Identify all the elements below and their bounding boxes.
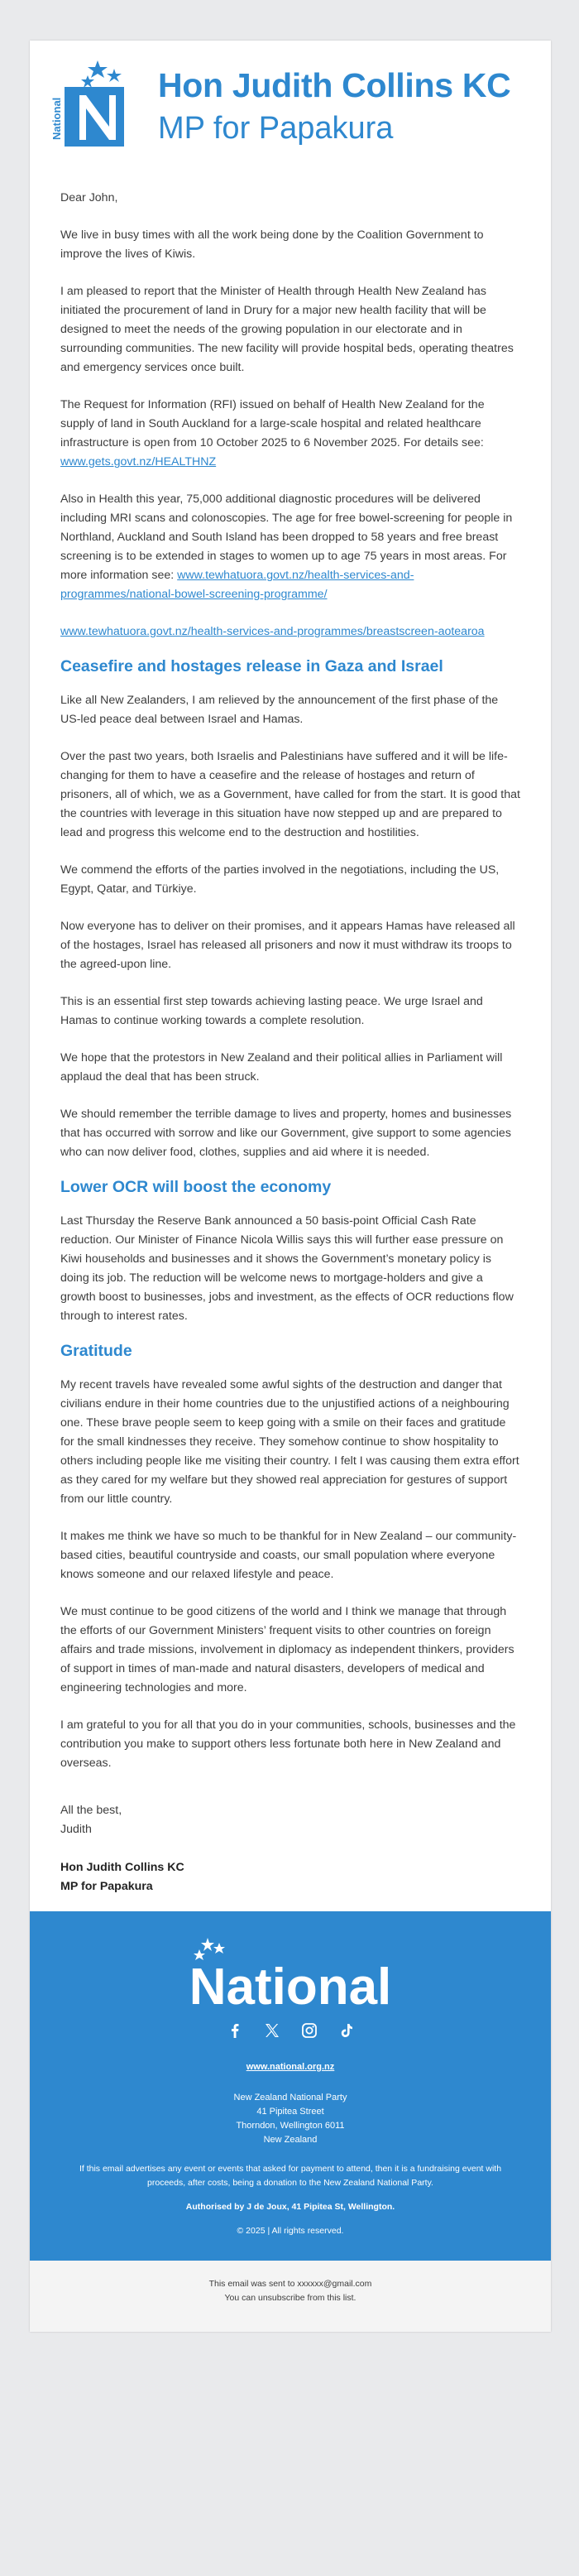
paragraph-text: Also in Health this year, 75,000 additional diagnostic procedures will be delivered including MRI scans and colonoscopies. The age for free bowel-screening for people in Northland, Auckland and South Island has been dropped to 58 years and free breast screening is to be extended in stages to women up to age 75 years in most areas. For more information see: — [60, 493, 513, 582]
website-link[interactable]: www.national.org.nz — [246, 2062, 335, 2072]
paragraph: Last Thursday the Reserve Bank announced a 50 basis-point Official Cash Rate reduction. Our Minister of Finance Nicola Willis says this will further ease pressure on Kiwi households and businesses and it shows the Government’s monetary policy is doing its job. The reduction will be welcome news to mortgage-holders and give a growth boost to businesses, jobs and investment, as the effects of OCR reductions flow through to interest rates. — [60, 1214, 514, 1323]
spacer — [60, 1896, 520, 1911]
address-line: New Zealand National Party — [233, 2093, 347, 2103]
signature-name: Hon Judith Collins KC — [60, 1861, 184, 1874]
fundraising-disclaimer: If this email advertises any event or events that asked for payment to attend, then it is a fundraising event with proceeds, after costs, being a donation to the New Zealand National Party. — [79, 2164, 502, 2188]
signature-block — [60, 1801, 520, 1896]
paragraph — [60, 490, 520, 604]
paragraph: I am pleased to report that the Minister of Health through Health New Zealand has initiated the procurement of land in Drury for a major new health facility that will be designed to meet the needs of the growing population in our electorate and in surrounding communities. The new facility will provide hospital beds, operating theatres and emergency services once built. — [60, 285, 514, 374]
national-logo-icon — [50, 54, 165, 153]
social-links — [63, 2022, 518, 2039]
bowel-screening-link[interactable]: www.tewhatuora.govt.nz/health-services-and-programmes/national-bowel-screening-programme/ — [60, 569, 414, 601]
address-line: New Zealand — [263, 2135, 318, 2145]
paragraph: This is an essential first step towards achieving lasting peace. We urge Israel and Hamas to continue working towards a complete resolution. — [60, 995, 483, 1027]
paragraph — [60, 622, 520, 642]
paragraph: Over the past two years, both Israelis and Palestinians have suffered and it will be life-changing for them to have a ceasefire and the release of hostages and return of prisoners, all of which, we as a Government, have called for from the start. It is good that the countries with leverage in this situation have now stepped up and are prepared to lead and progress this welcome end to the destruction and hostilities. — [60, 750, 520, 839]
paragraph-text: The Request for Information (RFI) issued on behalf of Health New Zealand for the supply of land in South Auckland for a large-scale hospital and related healthcare infrastructure is open from 10 October 2025 to 6 November 2025. For details see: — [60, 398, 485, 449]
sent-to-notice: This email was sent to xxxxxx@gmail.com — [208, 2279, 372, 2289]
gets-link[interactable]: www.gets.govt.nz/HEALTHNZ — [60, 455, 217, 469]
paragraph: We commend the efforts of the parties involved in the negotiations, including the US, Egypt, Qatar, and Türkiye. — [60, 863, 500, 896]
address-line: Thorndon, Wellington 6011 — [236, 2121, 345, 2131]
party-address — [63, 2091, 518, 2147]
paragraph: We must continue to be good citizens of the world and I think we manage that through the efforts of our Government Ministers’ frequent visits to other countries on foreign affairs and trade missions, involvement in diplomacy as independent thinkers, providers of support in times of man-made and natural disasters, developers of medical and engineering technologies and more. — [60, 1605, 514, 1694]
signoff-name: Judith — [60, 1823, 92, 1836]
x-icon[interactable] — [264, 2022, 280, 2039]
unsubscribe-link[interactable]: You can unsubscribe from this list. — [224, 2293, 356, 2303]
email-header — [30, 41, 551, 158]
header-name: Hon Judith Collins KC — [158, 66, 511, 104]
paragraph: It makes me think we have so much to be thankful for in New Zealand – our community- based cities, beautiful countryside and coasts, our small population where everyone knows someone and our relaxed lifestyle and peace. — [60, 1530, 517, 1581]
paragraph: We hope that the protestors in New Zealand and their political allies in Parliament will applaud the deal that has been struck. — [60, 1051, 503, 1084]
signoff: All the best, — [60, 1804, 122, 1817]
national-footer-logo-icon — [183, 1933, 398, 2011]
header-role: MP for Papakura — [158, 111, 394, 146]
footer-logo-text: National — [189, 1958, 392, 2011]
paragraph: Like all New Zealanders, I am relieved by the announcement of the first phase of the US-led peace deal between Israel and Hamas. — [60, 694, 499, 726]
email-footer — [30, 1911, 551, 2261]
address-line: 41 Pipitea Street — [256, 2107, 324, 2117]
paragraph: We should remember the terrible damage to lives and property, homes and businesses that has occurred with sorrow and like our Government, give support to some agencies who can now deliver food, clothes, supplies and aid where it is needed. — [60, 1108, 512, 1159]
email-card — [30, 41, 551, 2332]
breastscreen-link[interactable]: www.tewhatuora.govt.nz/health-services-and-programmes/breastscreen-aotearoa — [60, 625, 485, 638]
section-heading-ocr: Lower OCR will boost the economy — [60, 1178, 332, 1196]
paragraph: I am grateful to you for all that you do in your communities, schools, businesses and the contribution you make to support others less fortunate both here in New Zealand and overseas. — [60, 1718, 516, 1770]
authorisation-statement: Authorised by J de Joux, 41 Pipitea St, Wellington. — [185, 2202, 395, 2212]
section-heading-ceasefire: Ceasefire and hostages release in Gaza and Israel — [60, 657, 443, 675]
paragraph — [60, 396, 520, 472]
letter-body — [30, 158, 551, 1911]
paragraph: Now everyone has to deliver on their promises, and it appears Hamas have released all of the hostages, Israel has released all prisoners and now it must withdraw its troops to the agreed-upon line. — [60, 920, 515, 971]
instagram-icon[interactable] — [301, 2022, 318, 2039]
logo-text: National — [50, 97, 63, 140]
signature-role: MP for Papakura — [60, 1880, 153, 1893]
copyright: © 2025 | All rights reserved. — [237, 2226, 344, 2236]
email-bottom-notice — [30, 2261, 551, 2332]
section-heading-gratitude: Gratitude — [60, 1342, 132, 1360]
tiktok-icon[interactable] — [338, 2022, 355, 2039]
paragraph: My recent travels have revealed some awful sights of the destruction and danger that civilians endure in their home countries due to the unjustified actions of a neighbouring one. These brave people seem to keep going with a smile on their faces and gratitude for the small kindnesses they receive. They somehow continue to show hospitality to others including people like me visiting their country. I felt I was causing them extra effort as they cared for my welfare but they showed real appreciation for gestures of support from our little country. — [60, 1378, 519, 1506]
spacer — [60, 1839, 520, 1858]
facebook-icon[interactable] — [227, 2022, 243, 2039]
greeting: Dear John, — [60, 191, 118, 204]
paragraph: We live in busy times with all the work being done by the Coalition Government to improve the lives of Kiwis. — [60, 228, 484, 261]
